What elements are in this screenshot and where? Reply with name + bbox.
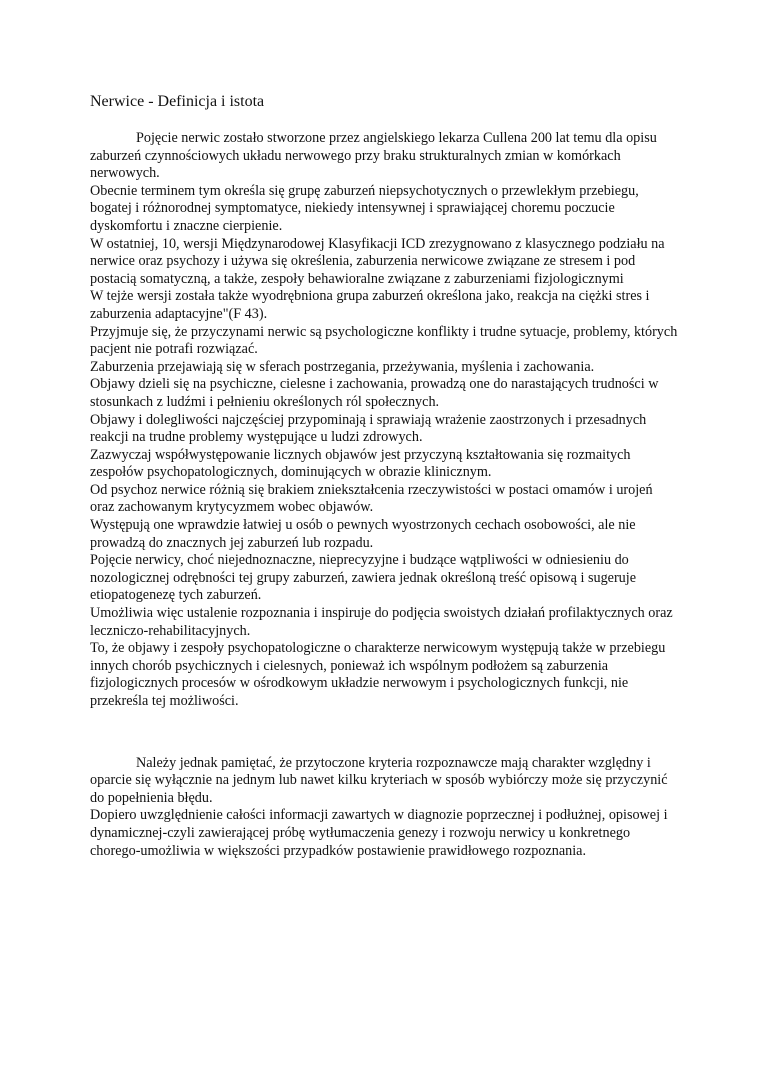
paragraph: Przyjmuje się, że przyczynami nerwic są psychologiczne konflikty i trudne sytuacje, problemy, których pacjent nie potrafi rozwiązać. [90,323,678,358]
paragraph: Pojęcie nerwic zostało stworzone przez angielskiego lekarza Cullena 200 lat temu dla opisu zaburzeń czynnościowych układu nerwowego przy braku strukturalnych zmian w komórkach nerwowych. [90,130,657,182]
section-spacer [90,711,680,755]
paragraph: Występują one wprawdzie łatwiej u osób o pewnych wyostrzonych cechach osobowości, ale nie prowadzą do znacznych jej zaburzeń lub rozpadu. [90,517,636,551]
paragraph: Zazwyczaj współwystępowanie licznych objawów jest przyczyną kształtowania się rozmaitych zespołów psychopatologicznych, dominujących w obrazie klinicznym. [90,446,631,481]
document-body [90,92,680,860]
paragraph: W ostatniej, 10, wersji Międzynarodowej Klasyfikacji ICD zrezygnowano z klasycznego podziału na nerwice oraz psychozy i używa się określenia, zaburzenia nerwicowe związane ze stresem i pod postacią somatyczną, a także, zespoły behawioralne związane z zaburzeniami fizjologicznymi [90,235,665,287]
paragraph: Od psychoz nerwice różnią się brakiem zniekształcenia rzeczywistości w postaci omamów i urojeń oraz zachowanym krytycyzmem wobec objawów. [90,481,653,516]
paragraph: Pojęcie nerwicy, choć niejednoznaczne, nieprecyzyjne i budzące wątpliwości w odniesieniu do nozologicznej odrębności tej grupy zaburzeń, zawiera jednak określoną treść opisową i sugeruje etiopatogenezę tych zaburzeń. [90,552,637,604]
paragraph: Dopiero uwzględnienie całości informacji zawartych w diagnozie poprzecznej i podłużnej, opisowej i dynamicznej-czyli zawierającej próbę wytłumaczenia genezy i rozwoju nerwicy u konkretnego chorego-umożliwia w większości przypadków postawienie prawidłowego rozpoznania. [90,807,668,859]
paragraph: Objawy dzieli się na psychiczne, cielesne i zachowania, prowadzą one do narastających trudności w stosunkach z ludźmi i pełnieniu określonych ról społecznych. [90,376,659,410]
paragraph: To, że objawy i zespoły psychopatologiczne o charakterze nerwicowym występują także w przebiegu innych chorób psychicznych i cielesnych, ponieważ ich wspólnym podłożem są zaburzenia fizjologicznych procesów w ośrodkowym układzie nerwowym i psychologicznych funkcji, nie przekreśla tej możliwości. [90,640,666,709]
paragraph: Obecnie terminem tym określa się grupę zaburzeń niepsychotycznych o przewlekłym przebiegu, bogatej i różnorodnej symptomatyce, niekiedy intensywnej i sprawiającej choremu poczucie dyskomfortu i znaczne cierpienie. [90,182,639,234]
paragraph: Objawy i dolegliwości najczęściej przypominają i sprawiają wrażenie zaostrzonych i przesadnych reakcji na trudne problemy występujące u ludzi zdrowych. [90,411,647,446]
paragraph: Zaburzenia przejawiają się w sferach postrzegania, przeżywania, myślenia i zachowania. [90,358,595,375]
document-title: Nerwice - Definicja i istota [90,93,265,110]
paragraph: W tejże wersji została także wyodrębniona grupa zaburzeń określona jako, reakcja na ciężki stres i zaburzenia adaptacyjne"(F 43). [90,288,650,322]
paragraph: Należy jednak pamiętać, że przytoczone kryteria rozpoznawcze mają charakter względny i oparcie się wyłącznie na jednym lub nawet kilku kryteriach w sposób wybiórczy może się przyczynić do popełnienia błędu. [90,754,668,806]
paragraph: Umożliwia więc ustalenie rozpoznania i inspiruje do podjęcia swoistych działań profilaktycznych oraz leczniczo-rehabilitacyjnych. [90,605,673,639]
